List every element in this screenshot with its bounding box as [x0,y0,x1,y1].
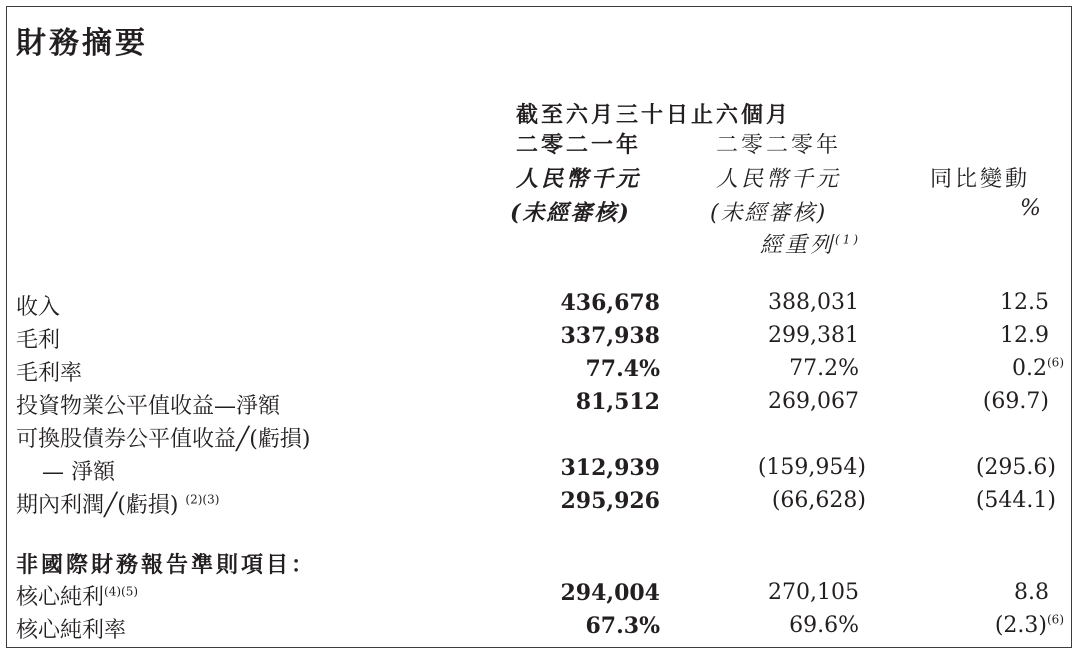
row-label: 收入 [16,295,61,320]
value-change: 12.9 [1000,323,1049,348]
value-2021: 436,678 [560,290,660,316]
section-title: 非國際財務報告準則項目： [16,553,317,578]
value-2020: 77.2% [789,356,859,381]
row-label: 核心純利$^{(4)(5)}$ [16,584,139,610]
col-2020-year: 二零二零年 [716,133,842,158]
value-change: (295.6) [975,455,1056,480]
period-header: 截至六月三十日止六個月 [516,103,792,128]
value-2021: 337,938 [560,323,660,349]
row-label: 可換股債券公平值收益╱(虧損) [16,427,311,452]
col-2021-unit: 人民幣千元 [516,166,642,192]
value-2020: 270,105 [768,580,859,605]
value-2021: 295,926 [560,488,660,514]
col-2020-restated: 經重列$^{(1)}$ [760,232,862,258]
value-change: $(2.3)^{(6)}$ [994,612,1064,638]
value-2020: 69.6% [789,613,859,638]
value-change: 8.8 [1014,580,1049,605]
col-2021-year: 二零二一年 [516,133,642,158]
col-change-unit: % [1020,196,1041,221]
value-change: (69.7) [982,389,1049,414]
value-change: 12.5 [1000,290,1049,315]
value-2021: 294,004 [560,580,660,606]
value-change: (544.1) [975,488,1056,513]
value-2020: 269,067 [768,389,859,414]
row-label: 毛利 [16,328,61,353]
value-2020: (159,954) [757,455,866,480]
value-2021: 67.3% [585,613,660,639]
col-change-label: 同比變動 [930,167,1031,192]
col-2020-unit: 人民幣千元 [716,167,842,192]
value-2021: 77.4% [585,356,660,382]
value-2020: (66,628) [771,488,866,513]
value-2020: 388,031 [768,290,859,315]
value-change: 0.2$^{(6)}$ [1012,355,1064,381]
col-2020-note: (未經審核) [710,201,828,226]
row-label: 核心純利率 [16,618,127,643]
value-2020: 299,381 [768,323,859,348]
row-label: 投資物業公平值收益—淨額 [16,394,281,419]
col-2021-note: (未經審核) [510,200,631,226]
row-label: — 淨額 [42,460,115,485]
row-label: 期內利潤╱(虧損) $^{(2)(3)}$ [16,492,220,518]
value-2021: 81,512 [575,389,660,415]
value-2021: 312,939 [560,455,660,481]
row-label: 毛利率 [16,361,83,386]
page-title: 財務摘要 [16,26,148,61]
